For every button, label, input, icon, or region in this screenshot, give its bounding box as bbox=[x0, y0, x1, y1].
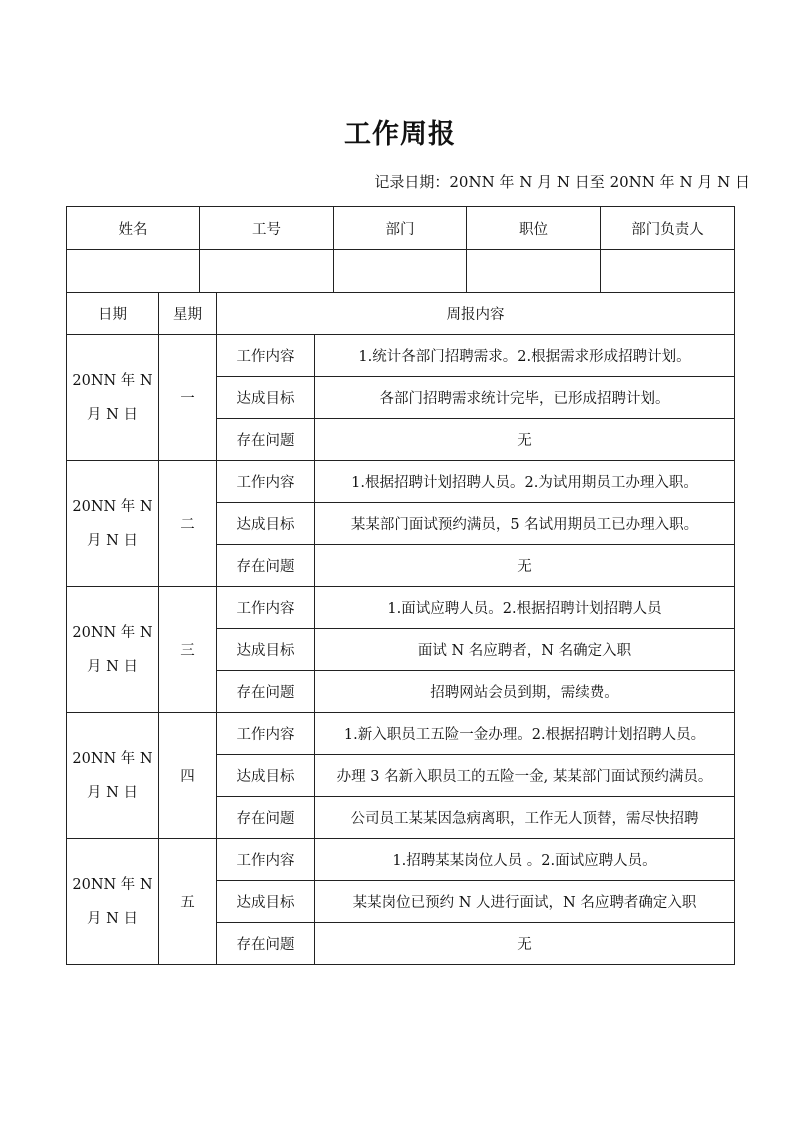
row-label: 工作内容 bbox=[217, 335, 315, 377]
row-content[interactable]: 1.统计各部门招聘需求。2.根据需求形成招聘计划。 bbox=[315, 335, 735, 377]
value-employee-id[interactable] bbox=[200, 250, 334, 293]
table-row bbox=[67, 839, 735, 881]
header-name: 姓名 bbox=[67, 207, 200, 250]
value-department-head[interactable] bbox=[601, 250, 735, 293]
row-content[interactable]: 某某部门面试预约满员，5 名试用期员工已办理入职。 bbox=[315, 503, 735, 545]
row-label: 达成目标 bbox=[217, 881, 315, 923]
date-line-1: 20NN 年 N bbox=[72, 498, 153, 515]
value-department[interactable] bbox=[334, 250, 467, 293]
row-label: 存在问题 bbox=[217, 419, 315, 461]
date-line-2: 月 N 日 bbox=[87, 406, 138, 423]
date-line-2: 月 N 日 bbox=[87, 910, 138, 927]
row-label: 工作内容 bbox=[217, 713, 315, 755]
day-date bbox=[67, 335, 159, 461]
weekly-report-table bbox=[66, 292, 735, 965]
day-date bbox=[67, 461, 159, 587]
day-date bbox=[67, 713, 159, 839]
header-weekday: 星期 bbox=[159, 293, 217, 335]
row-label: 工作内容 bbox=[217, 461, 315, 503]
table-row bbox=[67, 335, 735, 377]
row-label: 工作内容 bbox=[217, 587, 315, 629]
date-line-2: 月 N 日 bbox=[87, 784, 138, 801]
info-header-row bbox=[67, 207, 735, 250]
row-label: 工作内容 bbox=[217, 839, 315, 881]
header-department-head: 部门负责人 bbox=[601, 207, 735, 250]
header-employee-id: 工号 bbox=[200, 207, 334, 250]
row-label: 达成目标 bbox=[217, 503, 315, 545]
date-line-1: 20NN 年 N bbox=[72, 372, 153, 389]
row-content[interactable]: 公司员工某某因急病离职，工作无人顶替，需尽快招聘 bbox=[315, 797, 735, 839]
row-content[interactable]: 无 bbox=[315, 419, 735, 461]
row-label: 存在问题 bbox=[217, 923, 315, 965]
row-content[interactable]: 某某岗位已预约 N 人进行面试，N 名应聘者确定入职 bbox=[315, 881, 735, 923]
row-content[interactable]: 各部门招聘需求统计完毕，已形成招聘计划。 bbox=[315, 377, 735, 419]
employee-info-table bbox=[66, 206, 735, 293]
week-header-row bbox=[67, 293, 735, 335]
row-content[interactable]: 1.新入职员工五险一金办理。2.根据招聘计划招聘人员。 bbox=[315, 713, 735, 755]
header-position: 职位 bbox=[467, 207, 601, 250]
row-label: 存在问题 bbox=[217, 545, 315, 587]
day-weekday: 二 bbox=[159, 461, 217, 587]
record-date: 记录日期：20NN 年 N 月 N 日至 20NN 年 N 月 N 日 bbox=[374, 173, 750, 191]
row-label: 存在问题 bbox=[217, 797, 315, 839]
row-label: 达成目标 bbox=[217, 377, 315, 419]
row-content[interactable]: 1.招聘某某岗位人员 。2.面试应聘人员。 bbox=[315, 839, 735, 881]
value-name[interactable] bbox=[67, 250, 200, 293]
day-weekday: 一 bbox=[159, 335, 217, 461]
day-date bbox=[67, 587, 159, 713]
row-content[interactable]: 招聘网站会员到期，需续费。 bbox=[315, 671, 735, 713]
row-label: 达成目标 bbox=[217, 755, 315, 797]
day-weekday: 四 bbox=[159, 713, 217, 839]
row-label: 存在问题 bbox=[217, 671, 315, 713]
header-department: 部门 bbox=[334, 207, 467, 250]
row-content[interactable]: 1.面试应聘人员。2.根据招聘计划招聘人员 bbox=[315, 587, 735, 629]
row-content[interactable]: 无 bbox=[315, 545, 735, 587]
header-report-content: 周报内容 bbox=[217, 293, 735, 335]
value-position[interactable] bbox=[467, 250, 601, 293]
info-value-row bbox=[67, 250, 735, 293]
day-weekday: 五 bbox=[159, 839, 217, 965]
table-row bbox=[67, 587, 735, 629]
row-content[interactable]: 无 bbox=[315, 923, 735, 965]
row-content[interactable]: 办理 3 名新入职员工的五险一金, 某某部门面试预约满员。 bbox=[315, 755, 735, 797]
date-line-2: 月 N 日 bbox=[87, 532, 138, 549]
row-content[interactable]: 1.根据招聘计划招聘人员。2.为试用期员工办理入职。 bbox=[315, 461, 735, 503]
day-date bbox=[67, 839, 159, 965]
date-line-1: 20NN 年 N bbox=[72, 624, 153, 641]
table-row bbox=[67, 461, 735, 503]
row-content[interactable]: 面试 N 名应聘者，N 名确定入职 bbox=[315, 629, 735, 671]
header-date: 日期 bbox=[67, 293, 159, 335]
day-weekday: 三 bbox=[159, 587, 217, 713]
date-line-1: 20NN 年 N bbox=[72, 876, 153, 893]
row-label: 达成目标 bbox=[217, 629, 315, 671]
table-row bbox=[67, 713, 735, 755]
page-title: 工作周报 bbox=[344, 119, 456, 150]
date-line-2: 月 N 日 bbox=[87, 658, 138, 675]
date-line-1: 20NN 年 N bbox=[72, 750, 153, 767]
